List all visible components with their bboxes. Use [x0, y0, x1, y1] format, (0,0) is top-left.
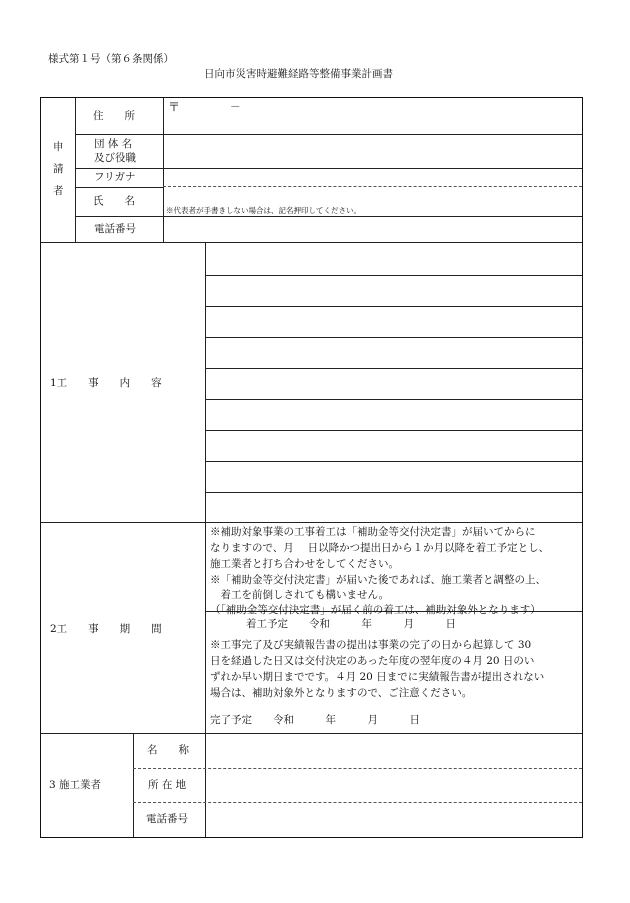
org-name-field[interactable] — [164, 135, 581, 167]
period-note1-line6: （｢補助金等交付決定書」が届く前の着工は、補助対象外となります） — [210, 604, 541, 616]
contractor-location-label: 所 在 地 — [148, 779, 187, 791]
phone-field[interactable] — [164, 217, 581, 241]
period-note2-line2: 日を経過した日又は交付決定のあった年度の翌年度の４月 20 日のい — [210, 655, 535, 667]
name-label: 氏 名 — [93, 195, 135, 207]
contractor-phone-label: 電話番号 — [146, 813, 188, 825]
period-note1-line5: 着工を前倒しされても構いません。 — [210, 589, 390, 601]
period-note2-line4: 場合は、補助対象外となりますので、ご注意ください。 — [210, 687, 473, 699]
period-note1-line2: なりますので、月 日以降かつ提出日から１か月以降を着工予定とし、 — [210, 542, 550, 554]
address-field[interactable] — [164, 99, 581, 133]
period-note2-line1: ※工事完了及び実績報告書の提出は事業の完了の日から起算して 30 — [210, 639, 532, 651]
divider — [163, 186, 582, 187]
divider — [41, 522, 582, 523]
end-date-line[interactable]: 完了予定 令和 年 月 日 — [210, 714, 420, 726]
contractor-location-field[interactable] — [206, 769, 581, 801]
applicant-label-1: 申 — [53, 141, 64, 153]
name-note: ※代表者が手書きしない場合は、記名押印してください。 — [166, 206, 361, 215]
divider — [133, 734, 134, 837]
contractor-label: 3 施工業者 — [49, 779, 102, 791]
address-label: 住 所 — [93, 110, 135, 122]
period-note2-line3: ずれか早い期日までです。４月 20 日までに実績報告書が提出されない — [210, 671, 545, 683]
furigana-field[interactable] — [164, 169, 581, 185]
contractor-name-field[interactable] — [206, 735, 581, 767]
contractor-phone-field[interactable] — [206, 803, 581, 836]
divider — [75, 187, 163, 188]
postal-dash: － — [230, 101, 241, 113]
applicant-label-2: 請 — [53, 163, 64, 175]
divider — [75, 98, 76, 242]
contractor-name-label: 名 称 — [147, 744, 189, 756]
work-content-field[interactable] — [206, 244, 581, 521]
divider — [41, 242, 582, 243]
start-date-line[interactable]: 着工予定 令和 年 月 日 — [246, 618, 456, 630]
org-label-1: 団 体 名 — [94, 138, 133, 150]
postal-mark: 〒 — [168, 100, 181, 114]
org-label-2: 及び役職 — [94, 152, 136, 164]
period-note1-line3: 施工業者と打ち合わせをしてください。 — [210, 558, 399, 570]
period-note1-line4: ※「補助金等交付決定書」が届いた後であれば、施工業者と調整の上、 — [210, 574, 546, 586]
divider — [41, 733, 582, 734]
name-field[interactable] — [164, 188, 581, 204]
applicant-label-3: 者 — [53, 185, 64, 197]
form-number: 様式第１号（第６条関係） — [48, 53, 174, 65]
furigana-label: フリガナ — [94, 171, 136, 183]
period-note1-line1: ※補助対象事業の工事着工は「補助金等交付決定書」が届いてからに — [210, 526, 536, 538]
work-period-label: 2工 事 期 間 — [50, 623, 162, 635]
work-content-label: 1工 事 内 容 — [50, 377, 162, 389]
phone-label: 電話番号 — [94, 223, 136, 235]
form-title: 日向市災害時避難経路等整備事業計画書 — [204, 68, 393, 80]
